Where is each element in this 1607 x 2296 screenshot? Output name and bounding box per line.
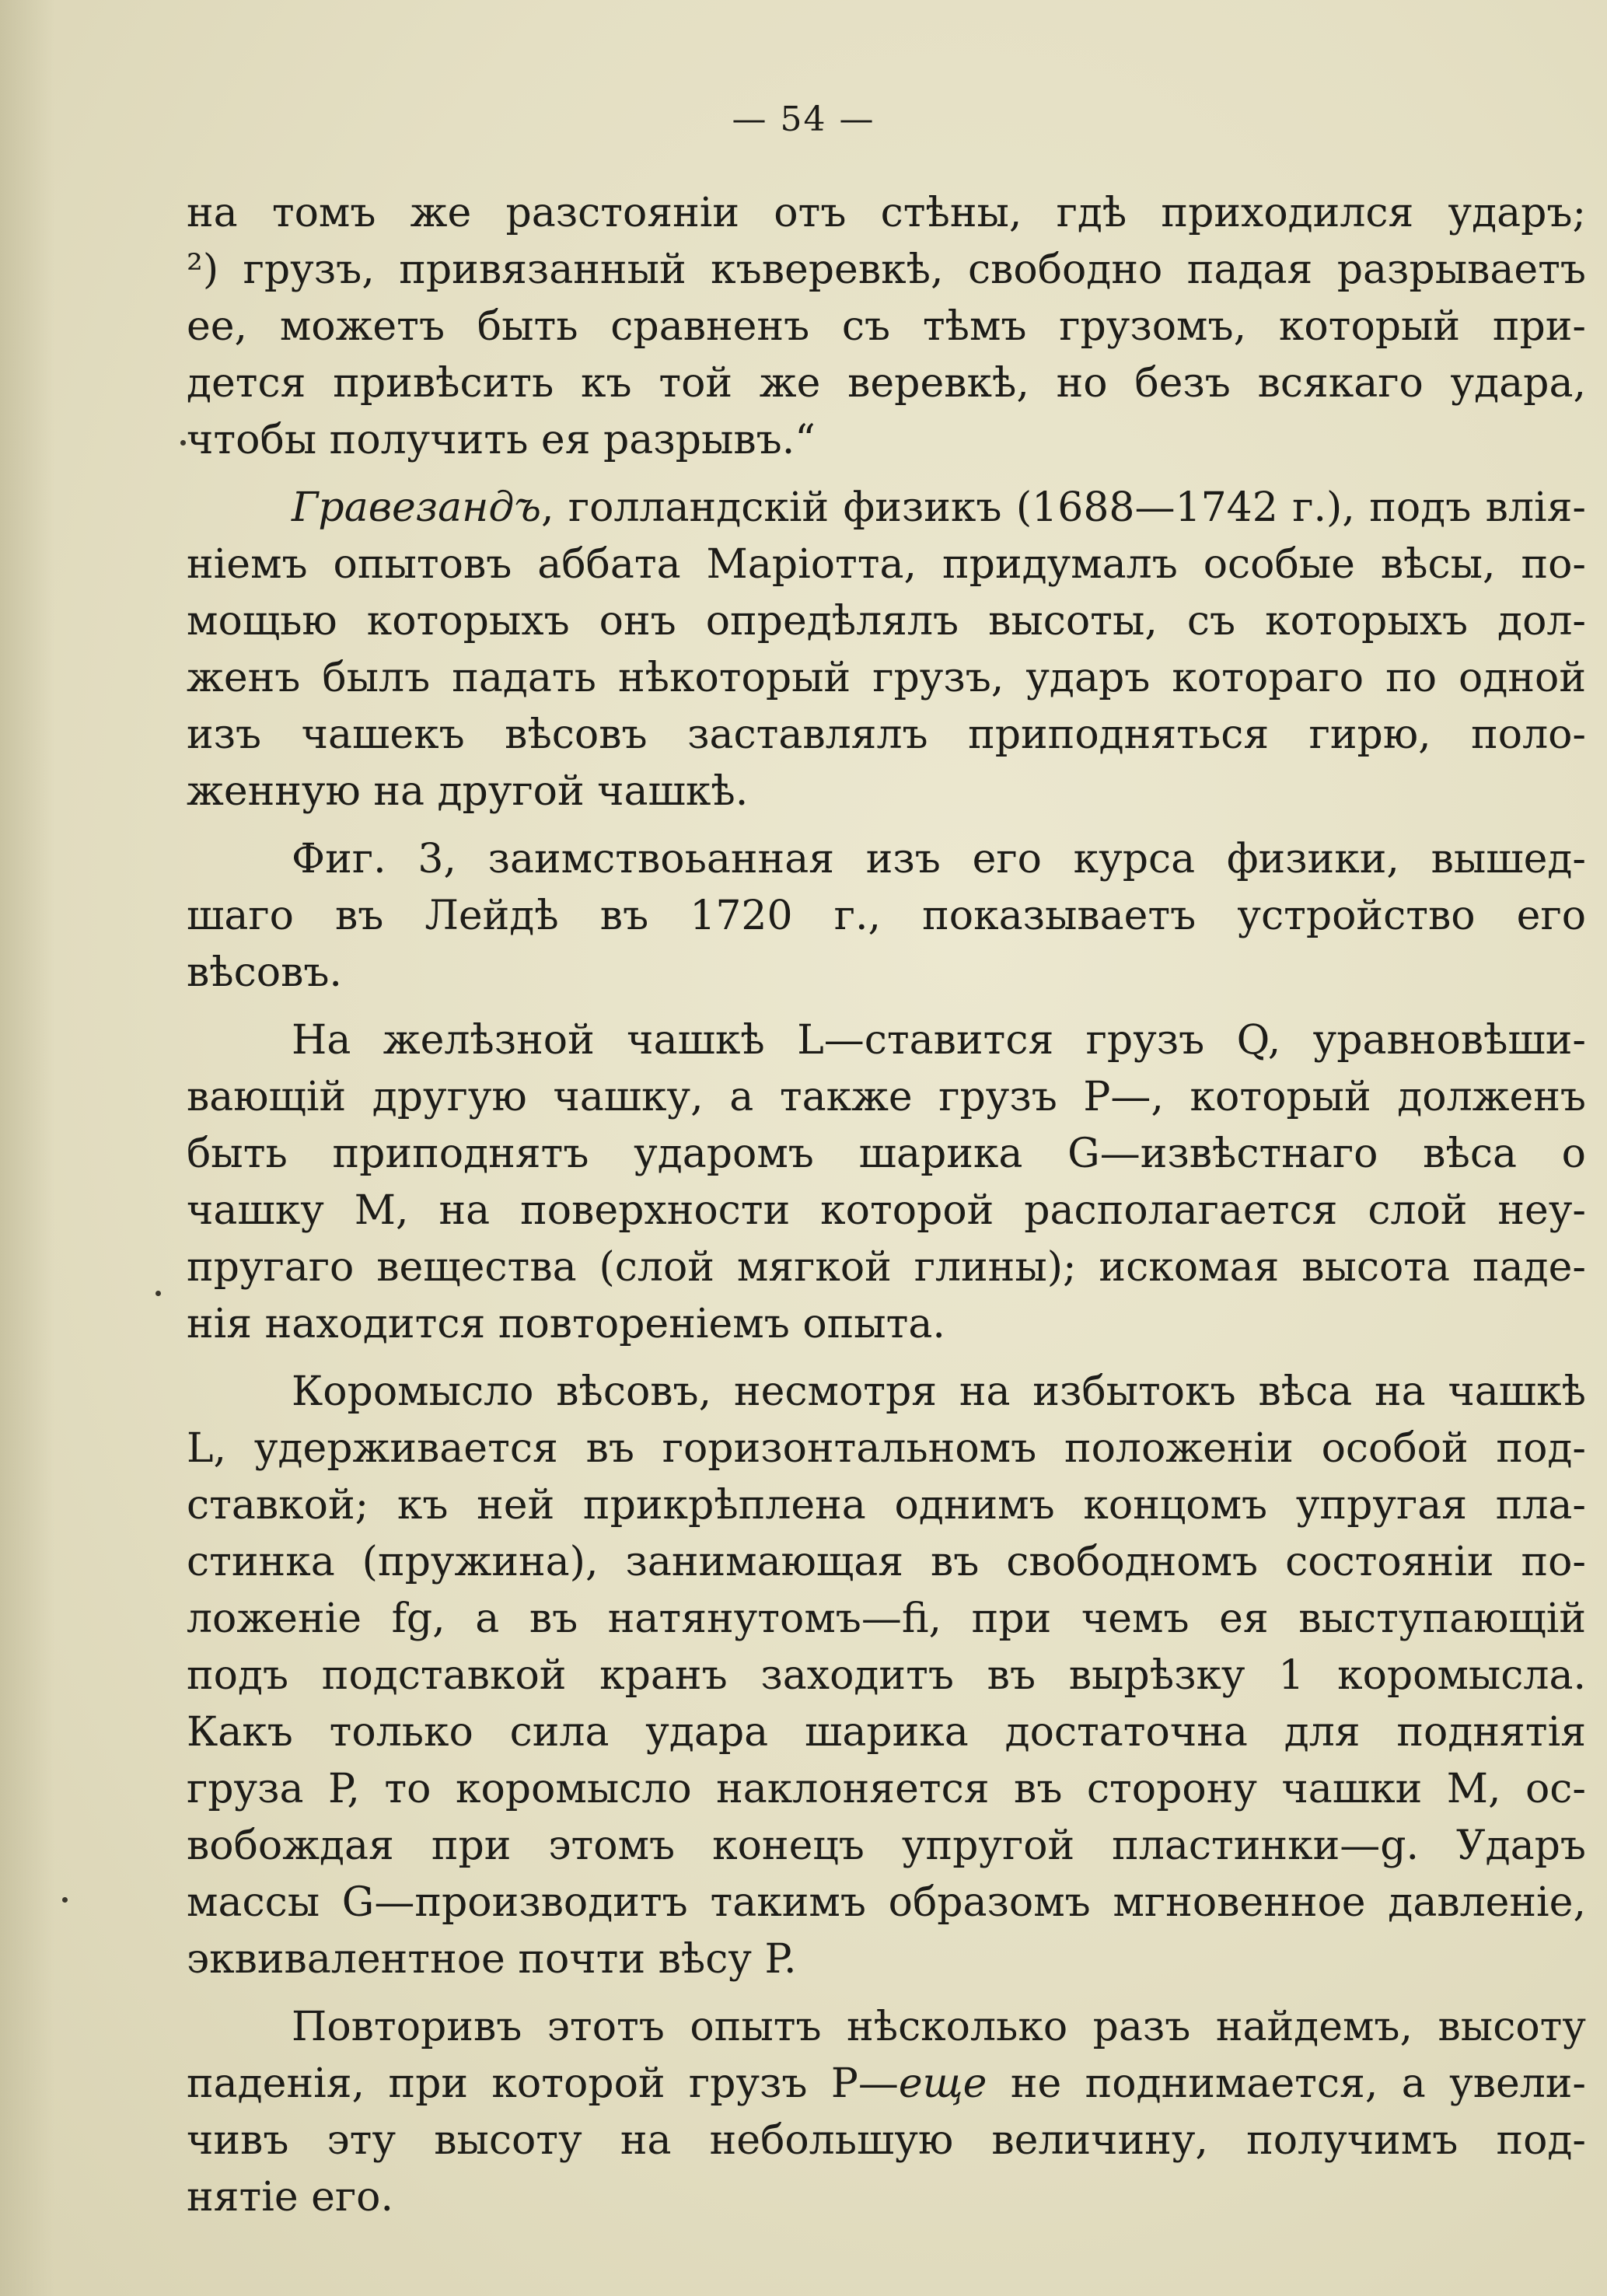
text-line: чашку M, на поверхности которой располагается слой неу- — [187, 1187, 1586, 1234]
emphasis-text: Гравезандъ — [292, 484, 541, 531]
paper-speck — [180, 440, 186, 446]
paper-speck — [155, 1291, 161, 1296]
text-line: женную на другой чашкѣ. — [187, 768, 749, 815]
text-line: женъ былъ падать нѣкоторый грузъ, ударъ котораго по одной — [187, 655, 1586, 701]
emphasis-text: еще — [898, 2060, 987, 2107]
text-line: изъ чашекъ вѣсовъ заставлялъ приподняться гирю, поло- — [187, 711, 1586, 758]
text-line: быть приподнятъ ударомъ шарика G—извѣстнаго вѣса о — [187, 1131, 1586, 1177]
text-line: нятіе его. — [187, 2174, 394, 2221]
page-number: — 54 — — [732, 100, 875, 139]
text-line: дется привѣсить къ той же веревкѣ, но безъ всякаго удара, — [187, 360, 1586, 407]
text-line: чтобы получить ея разрывъ.“ — [187, 417, 816, 463]
text-line: пругаго вещества (слой мягкой глины); искомая высота паде- — [187, 1244, 1586, 1291]
text-line: эквивалентное почти вѣсу P. — [187, 1936, 797, 1983]
text-line: чивъ эту высоту на небольшую величину, получимъ под- — [187, 2117, 1586, 2164]
text-line: паденія, при которой грузъ P—еще не поднимается, а увели- — [187, 2060, 1586, 2107]
text-line: стинка (пружина), занимающая въ свободномъ состояніи по- — [187, 1539, 1586, 1585]
text-line: Гравезандъ, голландскій физикъ (1688—1742 г.), подъ влія- — [292, 484, 1586, 531]
text-line: подъ подставкой кранъ заходитъ въ вырѣзку 1 коромысла. — [187, 1652, 1586, 1699]
text-line: вѣсовъ. — [187, 949, 342, 996]
text-line: ее, можетъ быть сравненъ съ тѣмъ грузомъ, который при- — [187, 303, 1586, 350]
text-line: ²) грузъ, привязанный къверевкѣ, свободно падая разрываетъ — [187, 246, 1586, 293]
body-text — [187, 185, 1586, 2226]
text-line: вобождая при этомъ конецъ упругой пластинки—g. Ударъ — [187, 1822, 1586, 1869]
text-line: Коромысло вѣсовъ, несмотря на избытокъ вѣса на чашкѣ — [292, 1368, 1586, 1415]
text-line: ніемъ опытовъ аббата Маріотта, придумалъ особые вѣсы, по- — [187, 541, 1586, 588]
text-line: на томъ же разстояніи отъ стѣны, гдѣ приходился ударъ; — [187, 190, 1586, 236]
text-line: ложеніе fg, а въ натянутомъ—fi, при чемъ ея выступающій — [187, 1595, 1586, 1642]
text-line: груза P, то коромысло наклоняется въ сторону чашки M, ос- — [187, 1766, 1586, 1812]
text-line: вающій другую чашку, а также грузъ P—, который долженъ — [187, 1074, 1586, 1120]
page-shadow — [0, 0, 54, 2296]
text-line: шаго въ Лейдѣ въ 1720 г., показываетъ устройство его — [187, 893, 1586, 939]
paper-speck — [62, 1897, 68, 1903]
text-line: Повторивъ этотъ опытъ нѣсколько разъ найдемъ, высоту — [292, 2004, 1586, 2050]
text-line: мощью которыхъ онъ опредѣлялъ высоты, съ которыхъ дол- — [187, 598, 1586, 645]
text-line: L, удерживается въ горизонтальномъ положеніи особой под- — [187, 1425, 1586, 1472]
text-line: нія находится повтореніемъ опыта. — [187, 1301, 945, 1347]
text-line: Какъ только сила удара шарика достаточна для поднятія — [187, 1709, 1586, 1756]
text-line: ставкой; къ ней прикрѣплена однимъ концомъ упругая пла- — [187, 1482, 1586, 1529]
text-line: На желѣзной чашкѣ L—ставится грузъ Q, уравновѣши- — [292, 1017, 1586, 1064]
text-line: Фиг. 3, заимствоьанная изъ его курса физики, вышед- — [292, 836, 1586, 882]
text-line: массы G—производитъ такимъ образомъ мгновенное давленіе, — [187, 1879, 1586, 1926]
